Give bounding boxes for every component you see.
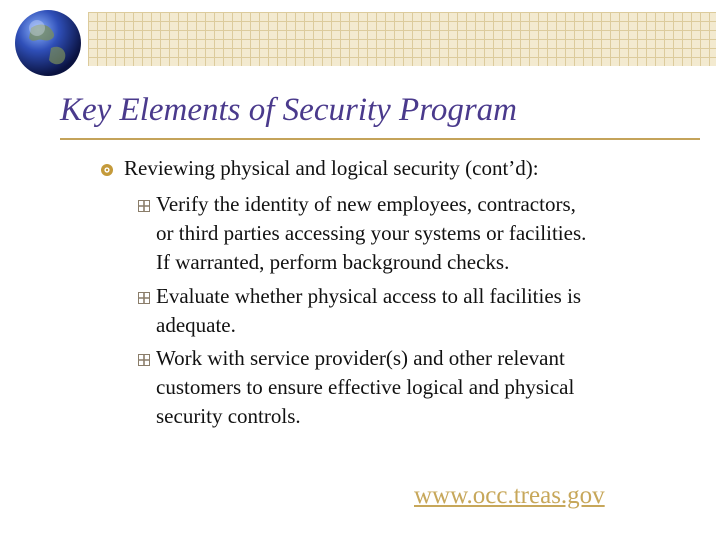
square-bullet-icon <box>138 354 150 366</box>
header-banner <box>88 12 716 66</box>
main-bullet-text: Reviewing physical and logical security (cont’d): <box>124 156 539 180</box>
sub-bullet-line: customers to ensure effective logical and physical <box>156 375 575 399</box>
sub-bullet-line: adequate. <box>156 313 236 337</box>
sub-bullet-line: Work with service provider(s) and other relevant <box>156 346 565 370</box>
slide-title: Key Elements of Security Program <box>60 92 518 128</box>
globe-icon <box>13 8 83 78</box>
sub-bullet-line: Evaluate whether physical access to all facilities is <box>156 284 582 308</box>
footer-url-link[interactable]: www.occ.treas.gov <box>414 482 605 509</box>
sub-bullet-line: security controls. <box>156 404 301 428</box>
sub-bullet-text <box>156 190 586 277</box>
sub-bullet-text <box>156 282 581 340</box>
gear-bullet-icon <box>100 163 114 177</box>
square-bullet-icon <box>138 200 150 212</box>
title-underline <box>60 138 700 140</box>
sub-bullet-line: If warranted, perform background checks. <box>156 250 510 274</box>
square-bullet-icon <box>138 292 150 304</box>
sub-bullet-line: Verify the identity of new employees, contractors, <box>156 192 576 216</box>
sub-bullet-text <box>156 344 574 431</box>
sub-bullet-line: or third parties accessing your systems or facilities. <box>156 221 587 245</box>
